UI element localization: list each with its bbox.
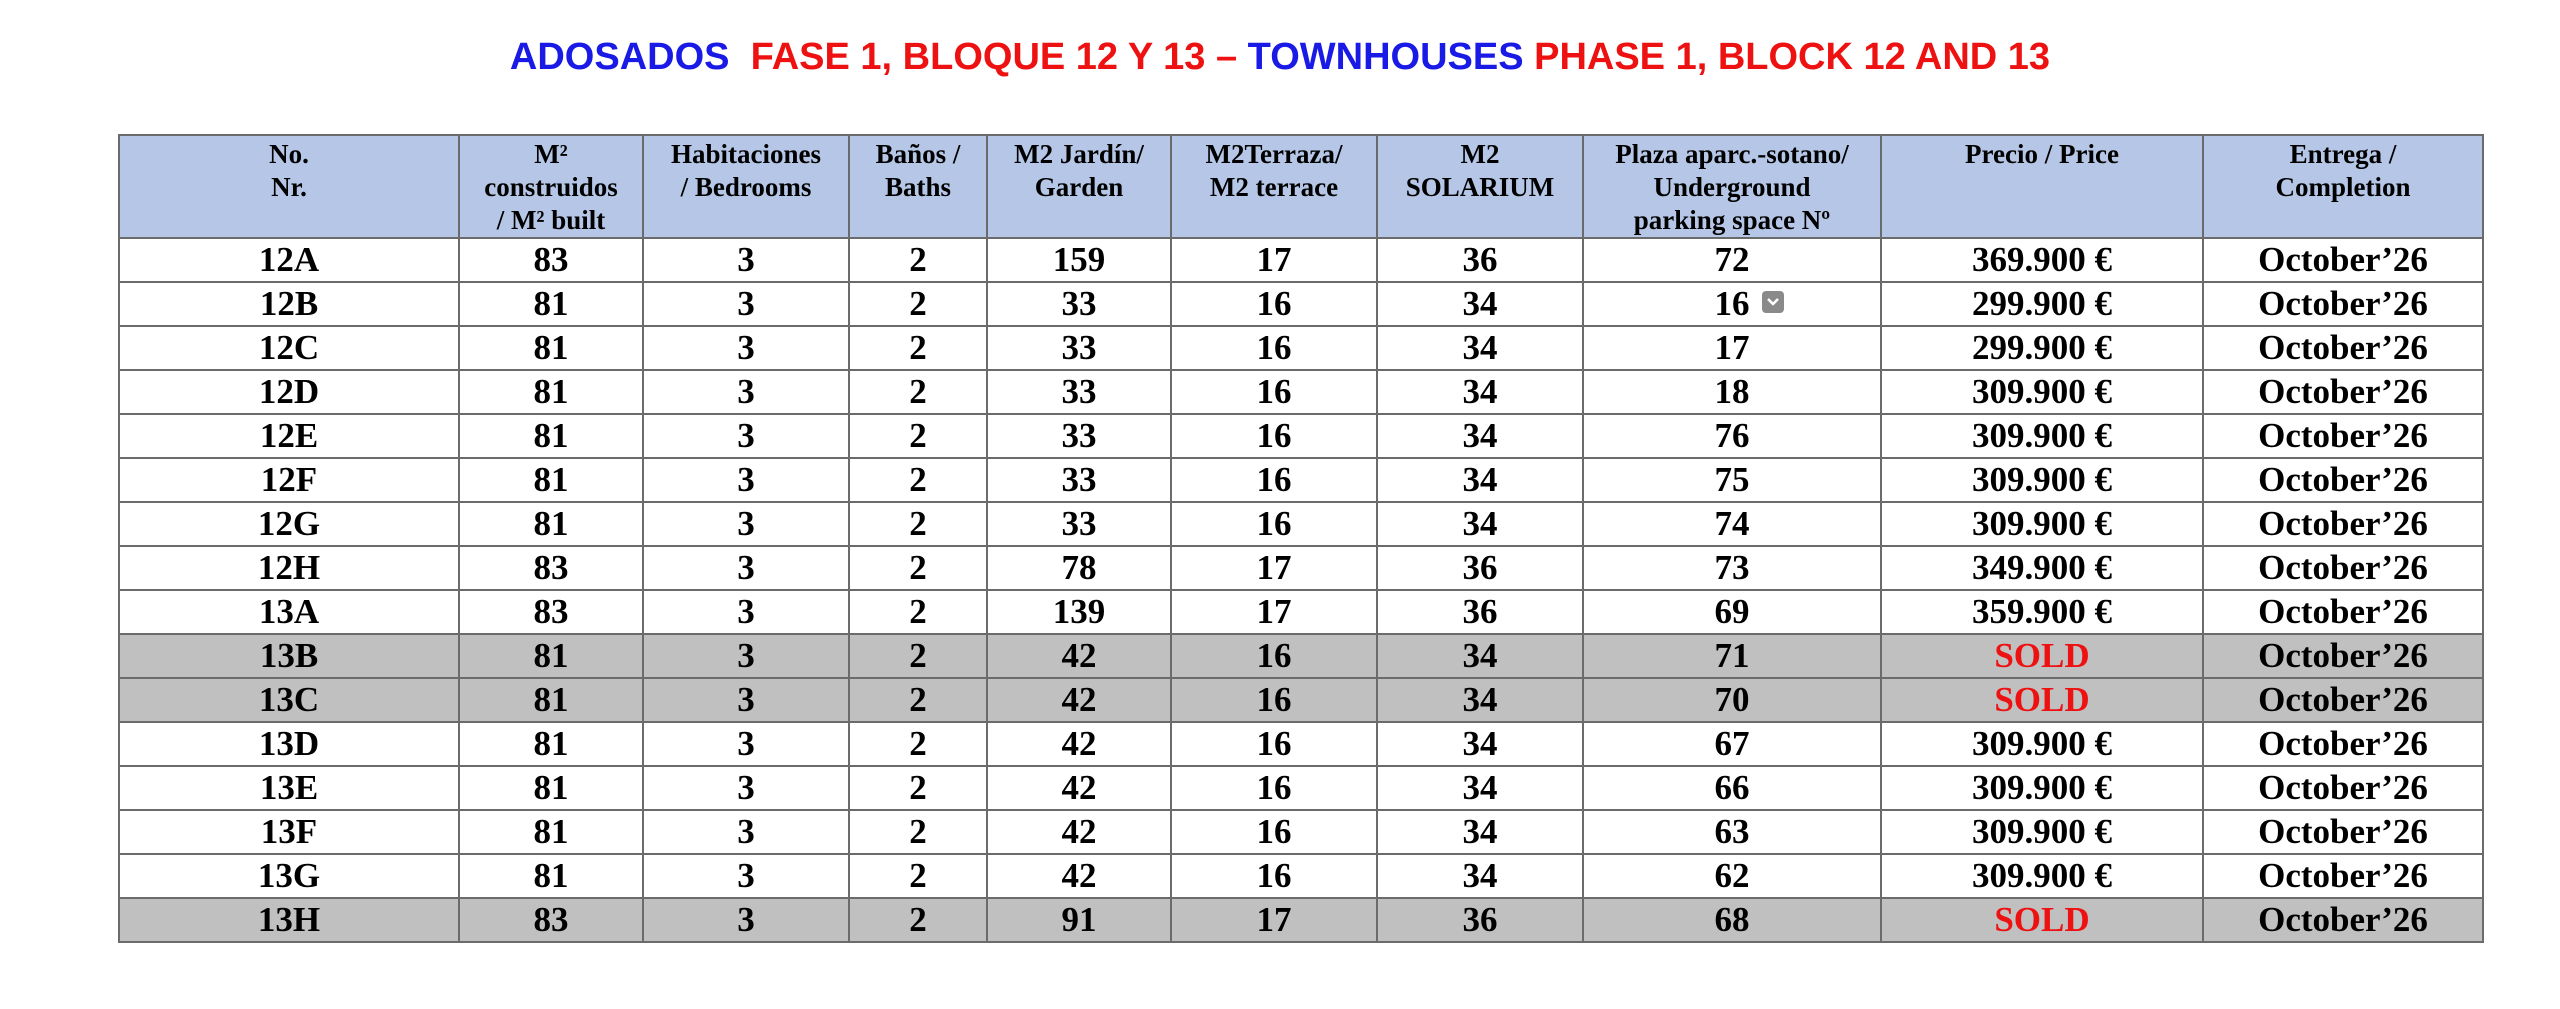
cell-parking: 73 xyxy=(1583,546,1881,590)
cell-bedrooms: 3 xyxy=(643,898,849,942)
cell-parking: 67 xyxy=(1583,722,1881,766)
cell-parking: 63 xyxy=(1583,810,1881,854)
cell-terrace: 16 xyxy=(1171,414,1377,458)
header-price: Precio / Price xyxy=(1881,135,2203,238)
title-part-1: ADOSADOS xyxy=(509,36,741,78)
table-row xyxy=(119,766,2483,810)
cell-price: 309.900 € xyxy=(1881,458,2203,502)
cell-bedrooms: 3 xyxy=(643,326,849,370)
cell-unit-no: 13C xyxy=(119,678,459,722)
table-row xyxy=(119,634,2483,678)
cell-parking: 76 xyxy=(1583,414,1881,458)
cell-completion: October’26 xyxy=(2203,898,2483,942)
cell-baths: 2 xyxy=(849,326,987,370)
cell-price: 359.900 € xyxy=(1881,590,2203,634)
cell-parking: 72 xyxy=(1583,238,1881,282)
cell-built-area: 81 xyxy=(459,810,643,854)
cell-unit-no: 12H xyxy=(119,546,459,590)
cell-solarium: 34 xyxy=(1377,810,1583,854)
cell-price: 299.900 € xyxy=(1881,326,2203,370)
cell-bedrooms: 3 xyxy=(643,414,849,458)
parking-value-with-dropdown xyxy=(1715,283,1750,325)
table-row xyxy=(119,546,2483,590)
cell-garden: 42 xyxy=(987,854,1171,898)
cell-price: SOLD xyxy=(1881,634,2203,678)
cell-baths: 2 xyxy=(849,766,987,810)
cell-solarium: 34 xyxy=(1377,502,1583,546)
cell-unit-no: 12D xyxy=(119,370,459,414)
cell-solarium: 34 xyxy=(1377,854,1583,898)
cell-garden: 42 xyxy=(987,810,1171,854)
cell-garden: 91 xyxy=(987,898,1171,942)
cell-unit-no: 13F xyxy=(119,810,459,854)
cell-garden: 42 xyxy=(987,678,1171,722)
cell-price: 309.900 € xyxy=(1881,722,2203,766)
cell-parking xyxy=(1583,282,1881,326)
cell-terrace: 16 xyxy=(1171,854,1377,898)
cell-price: 309.900 € xyxy=(1881,810,2203,854)
cell-parking: 18 xyxy=(1583,370,1881,414)
cell-built-area: 81 xyxy=(459,458,643,502)
cell-completion: October’26 xyxy=(2203,546,2483,590)
table-row xyxy=(119,282,2483,326)
cell-completion: October’26 xyxy=(2203,282,2483,326)
cell-baths: 2 xyxy=(849,678,987,722)
cell-unit-no: 13E xyxy=(119,766,459,810)
cell-completion: October’26 xyxy=(2203,370,2483,414)
title-part-3: TOWNHOUSES xyxy=(1247,36,1524,78)
cell-built-area: 81 xyxy=(459,414,643,458)
cell-built-area: 81 xyxy=(459,766,643,810)
cell-solarium: 34 xyxy=(1377,634,1583,678)
cell-parking: 68 xyxy=(1583,898,1881,942)
cell-baths: 2 xyxy=(849,898,987,942)
cell-baths: 2 xyxy=(849,590,987,634)
header-built-area: M² construidos / M² built xyxy=(459,135,643,238)
cell-price: SOLD xyxy=(1881,678,2203,722)
cell-unit-no: 13H xyxy=(119,898,459,942)
cell-solarium: 34 xyxy=(1377,458,1583,502)
cell-parking: 70 xyxy=(1583,678,1881,722)
cell-built-area: 83 xyxy=(459,238,643,282)
cell-unit-no: 13D xyxy=(119,722,459,766)
cell-bedrooms: 3 xyxy=(643,590,849,634)
cell-garden: 33 xyxy=(987,414,1171,458)
units-table xyxy=(118,134,2484,943)
cell-terrace: 16 xyxy=(1171,458,1377,502)
cell-terrace: 16 xyxy=(1171,810,1377,854)
table-row xyxy=(119,370,2483,414)
table-row xyxy=(119,458,2483,502)
cell-price: 309.900 € xyxy=(1881,414,2203,458)
cell-unit-no: 12B xyxy=(119,282,459,326)
header-baths: Baños / Baths xyxy=(849,135,987,238)
cell-completion: October’26 xyxy=(2203,414,2483,458)
cell-terrace: 16 xyxy=(1171,502,1377,546)
cell-baths: 2 xyxy=(849,414,987,458)
table-header-row xyxy=(119,135,2483,238)
cell-built-area: 81 xyxy=(459,678,643,722)
header-no: No. Nr. xyxy=(119,135,459,238)
cell-completion: October’26 xyxy=(2203,766,2483,810)
cell-terrace: 17 xyxy=(1171,546,1377,590)
cell-price: 309.900 € xyxy=(1881,502,2203,546)
cell-bedrooms: 3 xyxy=(643,722,849,766)
cell-solarium: 34 xyxy=(1377,722,1583,766)
cell-parking: 69 xyxy=(1583,590,1881,634)
cell-bedrooms: 3 xyxy=(643,854,849,898)
title-part-4: PHASE 1, BLOCK 12 AND 13 xyxy=(1523,36,2051,78)
table-row xyxy=(119,326,2483,370)
cell-price: 309.900 € xyxy=(1881,854,2203,898)
cell-completion: October’26 xyxy=(2203,678,2483,722)
cell-price: SOLD xyxy=(1881,898,2203,942)
cell-baths: 2 xyxy=(849,546,987,590)
cell-built-area: 81 xyxy=(459,326,643,370)
cell-completion: October’26 xyxy=(2203,502,2483,546)
cell-parking: 71 xyxy=(1583,634,1881,678)
cell-terrace: 17 xyxy=(1171,238,1377,282)
cell-terrace: 16 xyxy=(1171,722,1377,766)
cell-solarium: 36 xyxy=(1377,590,1583,634)
table-row xyxy=(119,722,2483,766)
cell-baths: 2 xyxy=(849,502,987,546)
cell-built-area: 81 xyxy=(459,370,643,414)
cell-price: 309.900 € xyxy=(1881,370,2203,414)
cell-completion: October’26 xyxy=(2203,326,2483,370)
cell-solarium: 34 xyxy=(1377,678,1583,722)
cell-parking: 75 xyxy=(1583,458,1881,502)
title-part-2: FASE 1, BLOQUE 12 Y 13 – xyxy=(740,36,1248,78)
cell-built-area: 81 xyxy=(459,282,643,326)
cell-bedrooms: 3 xyxy=(643,282,849,326)
cell-built-area: 81 xyxy=(459,502,643,546)
cell-baths: 2 xyxy=(849,634,987,678)
cell-garden: 33 xyxy=(987,326,1171,370)
table-row xyxy=(119,590,2483,634)
table-row xyxy=(119,898,2483,942)
cell-built-area: 83 xyxy=(459,590,643,634)
cell-built-area: 83 xyxy=(459,546,643,590)
cell-solarium: 34 xyxy=(1377,282,1583,326)
cell-garden: 33 xyxy=(987,282,1171,326)
cell-parking: 62 xyxy=(1583,854,1881,898)
cell-parking: 17 xyxy=(1583,326,1881,370)
cell-unit-no: 12E xyxy=(119,414,459,458)
cell-unit-no: 12G xyxy=(119,502,459,546)
cell-solarium: 34 xyxy=(1377,326,1583,370)
document-title xyxy=(0,32,2560,82)
cell-baths: 2 xyxy=(849,370,987,414)
cell-terrace: 16 xyxy=(1171,634,1377,678)
cell-unit-no: 13G xyxy=(119,854,459,898)
cell-garden: 33 xyxy=(987,458,1171,502)
cell-unit-no: 12F xyxy=(119,458,459,502)
cell-bedrooms: 3 xyxy=(643,370,849,414)
cell-parking: 66 xyxy=(1583,766,1881,810)
cell-bedrooms: 3 xyxy=(643,678,849,722)
cell-solarium: 34 xyxy=(1377,370,1583,414)
table-body xyxy=(119,238,2483,942)
cell-built-area: 81 xyxy=(459,634,643,678)
cell-solarium: 36 xyxy=(1377,546,1583,590)
table-row xyxy=(119,414,2483,458)
cell-price: 369.900 € xyxy=(1881,238,2203,282)
cell-terrace: 16 xyxy=(1171,766,1377,810)
header-terrace: M2Terraza/ M2 terrace xyxy=(1171,135,1377,238)
cell-garden: 159 xyxy=(987,238,1171,282)
cell-completion: October’26 xyxy=(2203,810,2483,854)
cell-garden: 139 xyxy=(987,590,1171,634)
cell-terrace: 16 xyxy=(1171,282,1377,326)
table-row xyxy=(119,238,2483,282)
cell-completion: October’26 xyxy=(2203,238,2483,282)
cell-terrace: 16 xyxy=(1171,370,1377,414)
cell-baths: 2 xyxy=(849,854,987,898)
cell-baths: 2 xyxy=(849,238,987,282)
cell-unit-no: 12C xyxy=(119,326,459,370)
header-solarium: M2 SOLARIUM xyxy=(1377,135,1583,238)
cell-unit-no: 13B xyxy=(119,634,459,678)
cell-completion: October’26 xyxy=(2203,590,2483,634)
cell-terrace: 16 xyxy=(1171,678,1377,722)
cell-bedrooms: 3 xyxy=(643,810,849,854)
cell-price: 309.900 € xyxy=(1881,766,2203,810)
cell-completion: October’26 xyxy=(2203,722,2483,766)
table-row xyxy=(119,854,2483,898)
cell-parking: 74 xyxy=(1583,502,1881,546)
header-garden: M2 Jardín/ Garden xyxy=(987,135,1171,238)
cell-garden: 42 xyxy=(987,766,1171,810)
cell-garden: 78 xyxy=(987,546,1171,590)
cell-unit-no: 13A xyxy=(119,590,459,634)
cell-bedrooms: 3 xyxy=(643,238,849,282)
cell-terrace: 16 xyxy=(1171,326,1377,370)
cell-unit-no: 12A xyxy=(119,238,459,282)
cell-garden: 42 xyxy=(987,722,1171,766)
cell-garden: 33 xyxy=(987,370,1171,414)
cell-terrace: 17 xyxy=(1171,898,1377,942)
cell-built-area: 81 xyxy=(459,854,643,898)
cell-price: 349.900 € xyxy=(1881,546,2203,590)
cell-baths: 2 xyxy=(849,282,987,326)
header-completion: Entrega / Completion xyxy=(2203,135,2483,238)
cell-built-area: 83 xyxy=(459,898,643,942)
cell-bedrooms: 3 xyxy=(643,546,849,590)
cell-garden: 33 xyxy=(987,502,1171,546)
cell-baths: 2 xyxy=(849,722,987,766)
table-row xyxy=(119,678,2483,722)
table-row xyxy=(119,502,2483,546)
cell-bedrooms: 3 xyxy=(643,502,849,546)
cell-solarium: 36 xyxy=(1377,898,1583,942)
cell-bedrooms: 3 xyxy=(643,458,849,502)
table-row xyxy=(119,810,2483,854)
cell-baths: 2 xyxy=(849,458,987,502)
chevron-down-icon[interactable] xyxy=(1762,291,1784,313)
header-bedrooms: Habitaciones / Bedrooms xyxy=(643,135,849,238)
cell-price: 299.900 € xyxy=(1881,282,2203,326)
cell-solarium: 36 xyxy=(1377,238,1583,282)
cell-built-area: 81 xyxy=(459,722,643,766)
cell-completion: October’26 xyxy=(2203,458,2483,502)
cell-solarium: 34 xyxy=(1377,414,1583,458)
cell-baths: 2 xyxy=(849,810,987,854)
cell-text: 16 xyxy=(1714,284,1750,323)
header-parking: Plaza aparc.-sotano/ Underground parking space Nº xyxy=(1583,135,1881,238)
cell-completion: October’26 xyxy=(2203,854,2483,898)
cell-bedrooms: 3 xyxy=(643,634,849,678)
cell-completion: October’26 xyxy=(2203,634,2483,678)
cell-terrace: 17 xyxy=(1171,590,1377,634)
cell-solarium: 34 xyxy=(1377,766,1583,810)
cell-garden: 42 xyxy=(987,634,1171,678)
cell-bedrooms: 3 xyxy=(643,766,849,810)
